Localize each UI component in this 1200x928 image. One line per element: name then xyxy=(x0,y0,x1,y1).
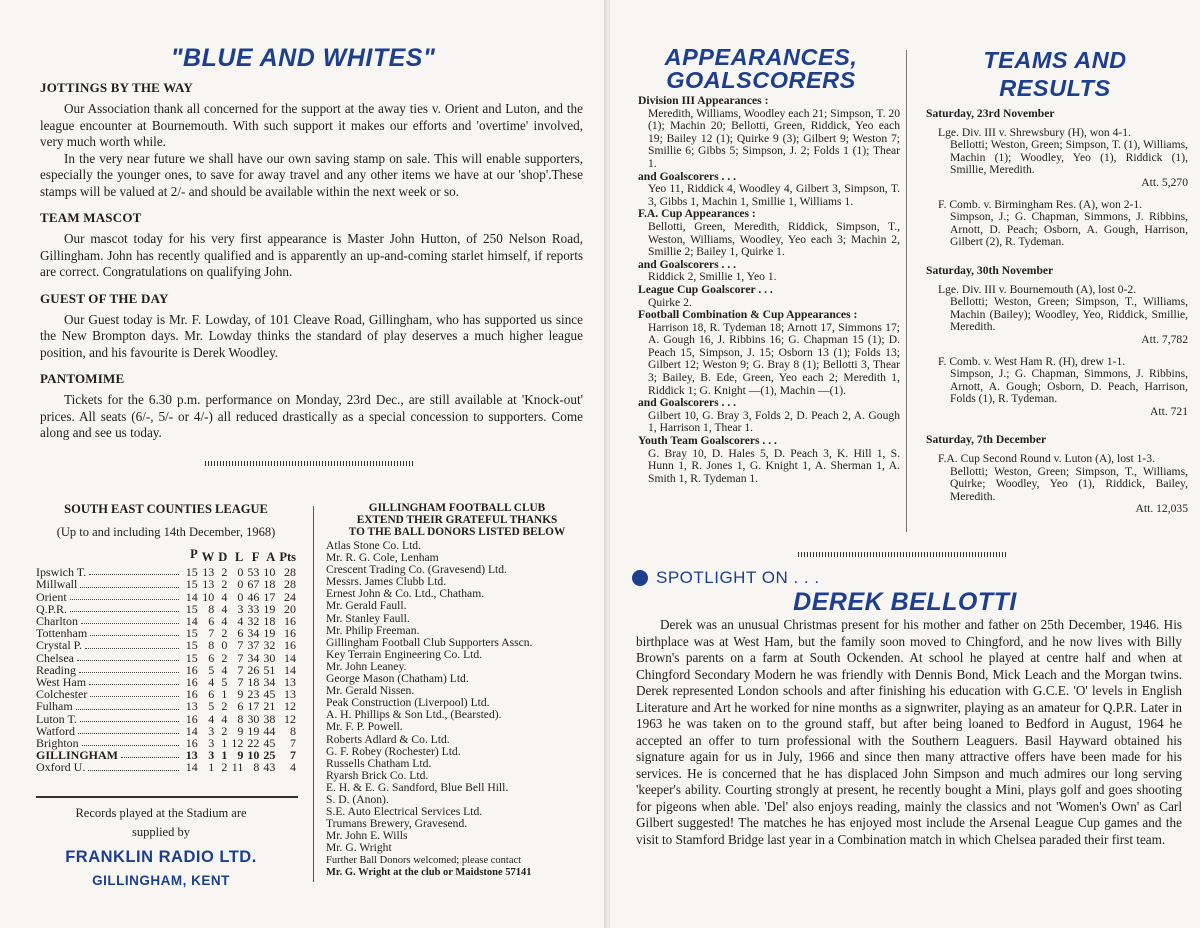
stat-p: 15 xyxy=(185,577,198,592)
team-name: Chelsea xyxy=(36,650,74,665)
match-heading: Lge. Div. III v. Bournemouth (A), lost 0-2. xyxy=(938,282,1137,296)
team-name: Tottenham xyxy=(36,626,88,641)
league-row xyxy=(36,578,296,590)
stat-l: 3 xyxy=(237,601,244,616)
donor-item: Messrs. James Clubb Ltd. xyxy=(326,575,447,589)
match-lineup: Simpson, J.; G. Chapman, Simmons, J. Ribbins, Arnott, D. Peach; Osborn, A. Gough, Harrison, Gilbert (2), R. Tydeman. xyxy=(950,210,1188,249)
stat-a: 32 xyxy=(263,638,276,653)
stat-p: 16 xyxy=(185,736,198,751)
team-name: Oxford U. xyxy=(36,760,86,775)
team-name: Luton T. xyxy=(36,711,77,726)
appearances-text: Meredith, Williams, Woodley each 21; Simpson, T. 20 (1); Machin 20; Bellotti, Green, Riddick, Yeo each 19; Bailey 12 (1); Quirke 9 (3); Gilbert 9; Weston 7; Smillie 6; Gibbs 5; Simpson, J. 2; Folds 1 (1); Thear 1. xyxy=(648,106,900,170)
donor-item: G. F. Robey (Rochester) Ltd. xyxy=(326,744,461,758)
stat-a: 45 xyxy=(263,687,276,702)
donor-item: Peak Construction (Liverpool) Ltd. xyxy=(326,696,490,710)
right-page xyxy=(610,0,1200,928)
team-name: Ipswich T. xyxy=(36,565,87,580)
jottings-column xyxy=(40,80,583,442)
donor-item: Key Terrain Engineering Co. Ltd. xyxy=(326,647,483,661)
donor-item: Mr. G. Wright xyxy=(326,841,392,855)
stat-a: 51 xyxy=(263,662,276,677)
results-title xyxy=(910,46,1200,102)
team-name: West Ham xyxy=(36,675,87,690)
section-guest-of-day xyxy=(40,291,583,362)
column-header: P xyxy=(190,547,198,561)
donors-heading: EXTEND THEIR GRATEFUL THANKS xyxy=(356,514,558,526)
match-heading: F.A. Cup Second Round v. Luton (A), lost 1-3. xyxy=(938,452,1155,466)
match-heading: F. Comb. v. West Ham R. (H), drew 1-1. xyxy=(938,354,1126,368)
league-row xyxy=(36,713,296,725)
stat-l: 0 xyxy=(237,565,244,580)
league-row xyxy=(36,639,296,651)
stat-l: 0 xyxy=(237,577,244,592)
match-lineup: Bellotti; Weston, Green; Simpson, T. (1), Williams, Machin (1); Woodley, Yeo (1), Riddick (1), Smillie, Meredith. xyxy=(950,138,1188,177)
stat-l: 7 xyxy=(237,675,244,690)
stat-w: 5 xyxy=(208,699,215,714)
stat-w: 13 xyxy=(202,565,215,580)
appearances-title xyxy=(630,46,892,92)
section-team-mascot xyxy=(40,210,583,281)
stat-p: 14 xyxy=(185,614,198,629)
ball-donors-section xyxy=(326,502,588,879)
spotlight-article xyxy=(636,617,1182,848)
donor-item: Mr. Stanley Faull. xyxy=(326,611,410,625)
donor-item: Mr. Philip Freeman. xyxy=(326,623,420,637)
appearances-title-line: APPEARANCES, xyxy=(664,44,858,70)
team-name: Millwall xyxy=(36,577,78,592)
stat-a: 21 xyxy=(263,699,276,714)
stat-pts: 4 xyxy=(290,760,296,775)
section-jottings xyxy=(40,80,583,200)
stat-f: 67 xyxy=(247,577,260,592)
stat-d: 4 xyxy=(221,614,228,629)
stat-pts: 16 xyxy=(284,614,296,629)
result-date: Saturday, 23rd November xyxy=(926,107,1055,120)
section-heading: TEAM MASCOT xyxy=(40,210,142,225)
stat-f: 33 xyxy=(247,601,260,616)
stat-p: 13 xyxy=(185,748,198,763)
stat-d: 2 xyxy=(221,650,228,665)
donor-item: Ernest John & Co. Ltd., Chatham. xyxy=(326,587,485,601)
donor-item: Russells Chatham Ltd. xyxy=(326,756,432,770)
records-line: Records played at the Stadium are xyxy=(75,806,247,820)
match-attendance: Att. 7,782 xyxy=(1141,332,1188,346)
column-header: F xyxy=(251,550,260,564)
result-date-block xyxy=(926,265,1188,419)
stat-p: 16 xyxy=(185,711,198,726)
match-heading: F. Comb. v. Birmingham Res. (A), won 2-1. xyxy=(938,197,1143,211)
stat-a: 43 xyxy=(263,760,276,775)
stat-pts: 7 xyxy=(290,748,296,763)
team-name: GILLINGHAM xyxy=(36,748,119,763)
league-row xyxy=(36,761,296,773)
stat-a: 38 xyxy=(263,711,276,726)
records-divider xyxy=(36,796,298,798)
stat-l: 9 xyxy=(237,748,244,763)
stat-d: 2 xyxy=(221,565,228,580)
stat-pts: 7 xyxy=(290,736,296,751)
spotlight-text: Derek was an unusual Christmas present for his mother and father on 25th December, 1946. His birthplace was at West Ham, but the family soon moved to Chingford, and he now lives with Billy Brown's parents on a farm at South Ockenden. At school he played at centre half and when at Chingford Secondary Modern he was friendly with Dennis Bond, Mick Leach and the Morgan twins. Derek represented London schools and after finishing his education with G.C.E. 'O' levels in English Literature and Art he worked for nine months as a signwriter, playing as an amateur for Q.P.R. Later in 1963 he was taken on to the ground staff, but after being loaned to Bedford in August, 1964 he accepted an offer to turn professional with the Southern Leaguers. Basil Hayward obtained his signature again for us in July, 1966 and since then many attractive offers have been made for his services. He is concerned that he has displaced John Simpson and much admires our long serving 'keeper's ability. Courting strongly at present, he recently bought a Mini, plays golf and goes shooting for pigeons when able. 'Del' also enjoys reading, mainly the classics and not 'Women's Own' as Carl Gilbert suggested! The matches he has enjoyed most include the Arsenal League Cup games and the visit to Stamford Bridge last year in a Combination match in which Chelsea paraded their first team. xyxy=(636,617,1182,847)
records-company: FRANKLIN RADIO LTD. xyxy=(65,848,257,866)
stat-f: 37 xyxy=(247,638,260,653)
stat-a: 25 xyxy=(263,748,276,763)
league-row xyxy=(36,700,296,712)
stat-l: 9 xyxy=(237,723,244,738)
stat-a: 34 xyxy=(263,675,276,690)
stat-pts: 16 xyxy=(284,638,296,653)
column-header: D xyxy=(218,550,228,564)
stat-d: 5 xyxy=(221,675,228,690)
appearances-text: Yeo 11, Riddick 4, Woodley 4, Gilbert 3, Simpson, T. 3, Gibbs 1, Machin 1, Smillie 1, Williams 1. xyxy=(648,182,900,208)
team-name: Watford xyxy=(36,723,76,738)
donors-heading: TO THE BALL DONORS LISTED BELOW xyxy=(348,526,566,538)
records-town: GILLINGHAM, KENT xyxy=(92,873,230,888)
stat-f: 26 xyxy=(247,662,260,677)
stat-a: 18 xyxy=(263,577,276,592)
appearances-title-line: GOALSCORERS xyxy=(666,67,856,93)
team-name: Crystal P. xyxy=(36,638,83,653)
paragraph: Tickets for the 6.30 p.m. performance on Monday, 23rd Dec., are still available at 'Knock-out' prices. All seats (6/-, 5/- or 4/-) all reduced drastically as a special concession to supporters. Come along and see us today. xyxy=(40,392,583,440)
donors-footer: Mr. G. Wright at the club or Maidstone 57141 xyxy=(326,867,532,879)
team-name: Fulham xyxy=(36,699,73,714)
appearances-heading: League Cup Goalscorer . . . xyxy=(638,282,773,296)
appearances-list xyxy=(638,95,900,485)
spotlight-label-row xyxy=(632,568,820,588)
team-name: Reading xyxy=(36,662,76,677)
team-name: Brighton xyxy=(36,736,79,751)
match-attendance: Att. 12,035 xyxy=(1135,502,1188,516)
stat-a: 10 xyxy=(263,565,276,580)
stat-f: 34 xyxy=(247,650,260,665)
stat-w: 3 xyxy=(208,723,215,738)
appearances-text: G. Bray 10, D. Hales 5, D. Peach 3, K. Hill 1, S. Hunn 1, R. Jones 1, G. Knight 1, A. Sherman 1, A. Smith 1, R. Tydeman 1. xyxy=(648,446,900,485)
appearances-heading: and Goalscorers . . . xyxy=(638,257,737,271)
stat-p: 14 xyxy=(185,723,198,738)
team-name: Q.P.R. xyxy=(36,601,68,616)
league-title: SOUTH EAST COUNTIES LEAGUE xyxy=(64,502,268,516)
team-name: Charlton xyxy=(36,614,78,629)
match-attendance: Att. 721 xyxy=(1149,404,1188,418)
result-date-block xyxy=(926,108,1188,249)
stat-pts: 28 xyxy=(284,577,296,592)
match-attendance: Att. 5,270 xyxy=(1141,175,1188,189)
column-header: L xyxy=(234,550,244,564)
donor-item: Trumans Brewery, Gravesend. xyxy=(326,817,468,831)
stat-l: 6 xyxy=(237,699,244,714)
divider-ornament xyxy=(798,552,1006,557)
stat-d: 2 xyxy=(221,577,228,592)
paragraph: Our mascot today for his very first appearance is Master John Hutton, of 250 Nelson Road, Gillingham. John has recently qualified and is apparently an up-and-coming starlet himself, if reports are correct. Congratulations on qualifying John. xyxy=(40,231,583,279)
stat-a: 30 xyxy=(263,650,276,665)
stat-d: 1 xyxy=(221,736,228,751)
column-divider xyxy=(313,506,314,882)
appearances-heading: F.A. Cup Appearances : xyxy=(638,207,756,221)
stat-a: 18 xyxy=(263,614,276,629)
donor-item: Mr. F. P. Powell. xyxy=(326,720,403,734)
results-list xyxy=(926,108,1188,532)
stat-a: 17 xyxy=(263,589,276,604)
donor-item: Mr. Gerald Nissen. xyxy=(326,684,415,698)
records-notice xyxy=(30,806,292,888)
column-header: A xyxy=(266,550,276,564)
paragraph: Our Association thank all concerned for the support at the away ties v. Orient and Luton, and the league encounter at Bournemouth. With such support it makes our efforts and 'overtime' involved, very much worth while. xyxy=(40,101,583,149)
stat-w: 8 xyxy=(208,638,215,653)
appearances-heading: and Goalscorers . . . xyxy=(638,169,737,183)
stat-l: 9 xyxy=(237,687,244,702)
league-table xyxy=(36,548,296,774)
stat-p: 16 xyxy=(185,687,198,702)
stat-f: 32 xyxy=(247,614,260,629)
stat-l: 7 xyxy=(237,662,244,677)
results-title-line: TEAMS AND xyxy=(983,47,1127,73)
stat-f: 23 xyxy=(247,687,260,702)
stat-d: 4 xyxy=(221,589,228,604)
result-date: Saturday, 30th November xyxy=(926,263,1054,277)
stat-w: 1 xyxy=(208,760,215,775)
donor-item: Atlas Stone Co. Ltd. xyxy=(326,539,422,552)
stat-a: 19 xyxy=(263,626,276,641)
stat-f: 18 xyxy=(247,675,260,690)
stat-p: 15 xyxy=(185,638,198,653)
stat-a: 44 xyxy=(263,723,276,738)
appearances-text: Bellotti, Green, Meredith, Riddick, Simpson, T., Weston, Williams, Woodley, Yeo each 3; Machin 2, Smillie 2; Bailey 1, Quirke 1. xyxy=(648,219,900,259)
league-row xyxy=(36,591,296,603)
stat-f: 8 xyxy=(253,760,260,775)
stat-pts: 14 xyxy=(284,650,296,665)
stat-pts: 12 xyxy=(284,699,296,714)
stat-f: 10 xyxy=(247,748,260,763)
donor-item: George Mason (Chatham) Ltd. xyxy=(326,672,469,686)
stat-pts: 8 xyxy=(290,723,296,738)
stat-pts: 14 xyxy=(284,662,296,677)
section-pantomime xyxy=(40,371,583,442)
stat-a: 19 xyxy=(263,601,276,616)
records-line: supplied by xyxy=(132,825,190,839)
divider-ornament xyxy=(205,461,415,466)
stat-w: 6 xyxy=(208,687,215,702)
section-heading: JOTTINGS BY THE WAY xyxy=(40,80,193,95)
stat-l: 12 xyxy=(231,736,244,751)
stat-p: 15 xyxy=(185,601,198,616)
stat-w: 10 xyxy=(202,589,215,604)
stat-d: 2 xyxy=(221,760,228,775)
stat-pts: 16 xyxy=(284,626,296,641)
appearances-heading: Football Combination & Cup Appearances : xyxy=(638,308,858,322)
stat-pts: 12 xyxy=(284,711,296,726)
stat-pts: 28 xyxy=(284,565,296,580)
column-header: W xyxy=(201,550,215,564)
stat-w: 6 xyxy=(208,614,215,629)
donors-footer: Further Ball Donors welcomed; please contact xyxy=(326,855,522,867)
league-row xyxy=(36,652,296,664)
appearances-text: Quirke 2. xyxy=(648,295,692,309)
stat-f: 17 xyxy=(247,699,260,714)
page-title: "BLUE AND WHITES" xyxy=(170,44,436,72)
donor-item: A. H. Phillips & Son Ltd., (Bearsted). xyxy=(326,708,502,722)
stat-l: 8 xyxy=(237,711,244,726)
results-title-line: RESULTS xyxy=(999,75,1111,101)
stat-pts: 13 xyxy=(284,675,296,690)
stat-p: 15 xyxy=(185,650,198,665)
stat-d: 4 xyxy=(221,711,228,726)
donor-item: Roberts Adlard & Co. Ltd. xyxy=(326,732,450,746)
stat-f: 30 xyxy=(247,711,260,726)
column-header: Pts xyxy=(279,550,296,564)
stat-w: 7 xyxy=(208,626,215,641)
spotlight-name: DEREK BELLOTTI xyxy=(793,588,1017,616)
donor-item: Mr. Gerald Faull. xyxy=(326,599,407,613)
stat-l: 7 xyxy=(237,650,244,665)
match-lineup: Bellotti; Weston, Green; Simpson, T., Williams, Machin (Bailey); Woodley, Yeo, Riddick, Smillie, Meredith. xyxy=(950,295,1188,334)
stat-l: 11 xyxy=(231,760,244,775)
appearances-text: Gilbert 10, G. Bray 3, Folds 2, D. Peach 2, A. Gough 1, Harrison 1, Thear 1. xyxy=(648,408,900,435)
stat-l: 4 xyxy=(237,614,244,629)
donor-item: Gillingham Football Club Supporters Asscn. xyxy=(326,635,533,649)
result-date-block xyxy=(926,434,1188,516)
league-subtitle: (Up to and including 14th December, 1968) xyxy=(56,525,276,539)
donor-item: Mr. R. G. Cole, Lenham xyxy=(326,551,439,565)
stat-w: 8 xyxy=(208,601,215,616)
stat-p: 15 xyxy=(185,626,198,641)
section-heading: PANTOMIME xyxy=(40,371,125,386)
paragraph: Our Guest today is Mr. F. Lowday, of 101 Cleave Road, Gillingham, who has supported us since the New Brompton days. Mr. Lowday thinks the standard of play deserves a much higher league position, and his favourite is Derek Woodley. xyxy=(40,311,583,360)
stat-f: 46 xyxy=(247,589,260,604)
stat-l: 7 xyxy=(237,638,244,653)
match-lineup: Simpson, J.; G. Chapman, Simmons, J. Ribbins, Arnott, A. Gough; Osborn, D. Peach, Harrison, Folds (1), R. Tydeman. xyxy=(950,367,1188,406)
stat-a: 45 xyxy=(263,736,276,751)
stat-pts: 24 xyxy=(284,589,296,604)
stat-pts: 20 xyxy=(284,601,296,616)
stat-pts: 13 xyxy=(284,687,296,702)
stat-p: 14 xyxy=(185,589,198,604)
appearances-text: Riddick 2, Smillie 1, Yeo 1. xyxy=(648,270,777,284)
result-date: Saturday, 7th December xyxy=(926,433,1047,447)
match-heading: Lge. Div. III v. Shrewsbury (H), won 4-1. xyxy=(938,125,1131,139)
stat-d: 1 xyxy=(221,687,228,702)
appearances-heading: Youth Team Goalscorers . . . xyxy=(638,434,777,448)
stat-f: 22 xyxy=(247,736,260,751)
stat-w: 5 xyxy=(208,662,215,677)
bullet-icon xyxy=(632,570,648,586)
team-name: Orient xyxy=(36,589,67,604)
stat-p: 13 xyxy=(185,699,198,714)
stat-w: 13 xyxy=(202,577,215,592)
stat-w: 4 xyxy=(208,711,215,726)
donor-item: Mr. John Leaney. xyxy=(326,659,407,673)
stat-d: 4 xyxy=(221,601,228,616)
donor-item: E. H. & E. G. Sandford, Blue Bell Hill. xyxy=(326,780,509,794)
stat-l: 6 xyxy=(237,626,244,641)
stat-w: 4 xyxy=(208,675,215,690)
section-heading: GUEST OF THE DAY xyxy=(40,290,169,306)
stat-d: 0 xyxy=(221,638,228,653)
stat-p: 14 xyxy=(185,760,198,775)
stat-w: 6 xyxy=(208,650,215,665)
appearances-heading: and Goalscorers . . . xyxy=(638,396,737,410)
stat-l: 0 xyxy=(237,589,244,604)
league-table-section xyxy=(36,502,296,798)
donor-item: Ryarsh Brick Co. Ltd. xyxy=(326,768,429,782)
donor-item: S.E. Auto Electrical Services Ltd. xyxy=(326,805,483,819)
donor-item: Crescent Trading Co. (Gravesend) Ltd. xyxy=(326,563,507,577)
stat-p: 16 xyxy=(185,662,198,677)
stat-d: 4 xyxy=(221,662,228,677)
donors-heading: GILLINGHAM FOOTBALL CLUB xyxy=(368,502,546,514)
paragraph: In the very near future we shall have our own saving stamp on sale. This will enable supporters, especially the younger ones, to save for away travel and any other items we have at our 'shop'.These stamps will be valued at 2/- and should be available within the next week or so. xyxy=(40,150,583,199)
match-lineup: Bellotti; Weston, Green; Simpson, T., Williams, Quirke; Woodley, Yeo (1), Riddick, Bailey, Meredith. xyxy=(950,464,1188,503)
stat-d: 1 xyxy=(221,748,228,763)
team-name: Colchester xyxy=(36,687,88,702)
stat-d: 2 xyxy=(221,723,228,738)
stat-f: 53 xyxy=(247,565,260,580)
stat-w: 3 xyxy=(208,748,215,763)
donor-item: Mr. John E. Wills xyxy=(326,829,408,843)
stat-f: 34 xyxy=(247,626,260,641)
stat-d: 2 xyxy=(221,699,228,714)
stat-f: 19 xyxy=(247,723,260,738)
stat-p: 15 xyxy=(185,565,198,580)
spotlight-label: SPOTLIGHT ON . . . xyxy=(656,568,820,587)
column-divider xyxy=(906,50,907,532)
appearances-heading: Division III Appearances : xyxy=(638,94,769,107)
stat-d: 2 xyxy=(221,626,228,641)
donor-item: S. D. (Anon). xyxy=(326,792,389,806)
stat-w: 3 xyxy=(208,736,215,751)
stat-p: 16 xyxy=(185,675,198,690)
appearances-text: Harrison 18, R. Tydeman 18; Arnott 17, Simmons 17; A. Gough 16, J. Ribbins 16; G. Chapman 15 (1); D. Peach 15, Simpson, J. 15; Osborn 13 (1); Folds 13; Gilbert 12; Weston 9; G. Bray 8 (1); Bellotti 3, Thear 3; Bailey, B. Ede, Green, Yeo each 2; Meredith 1, Riddick 1; G. Knight —(1), Machin —(1). xyxy=(648,320,900,397)
